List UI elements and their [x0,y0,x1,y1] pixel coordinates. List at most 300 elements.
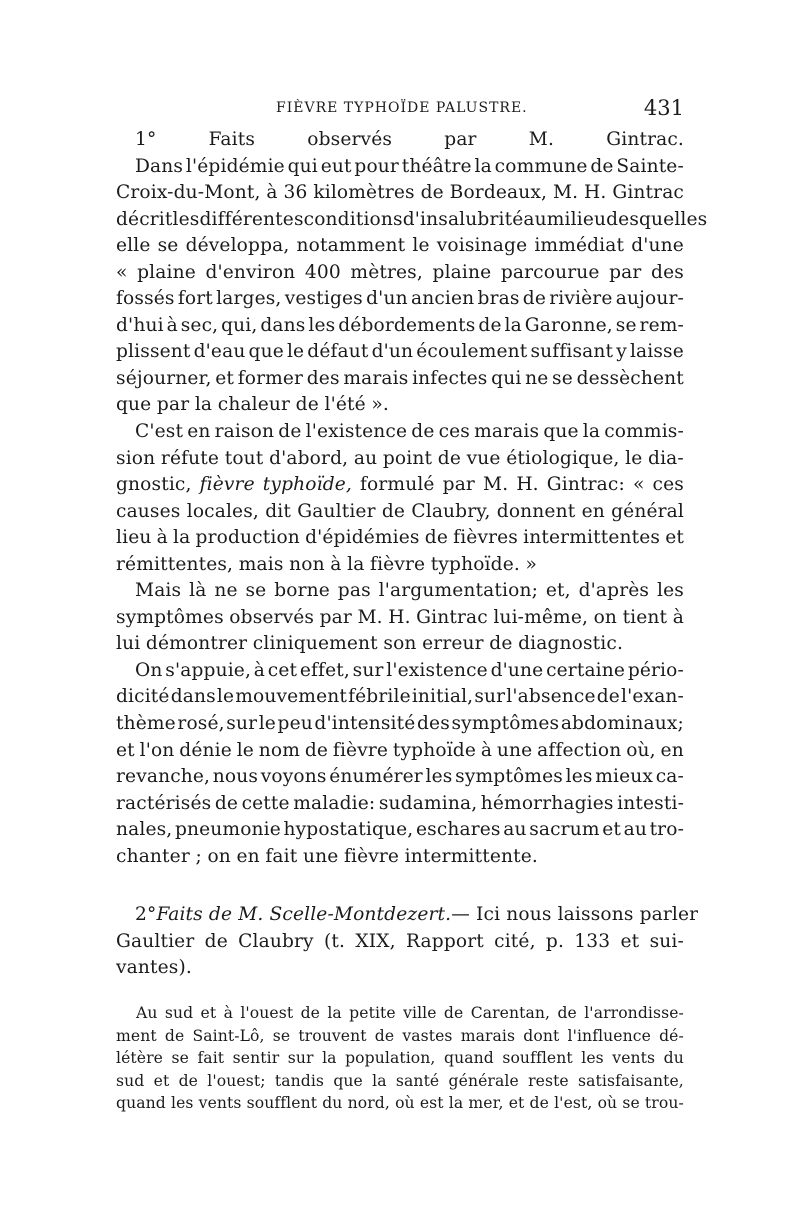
word: immédiat [534,235,625,257]
word: qui [491,367,522,389]
text-line [116,313,684,340]
word: la [372,1071,387,1090]
word: la [448,1094,464,1113]
word: l'influence [567,1026,651,1045]
word: dénie [179,739,232,761]
word: se [552,367,573,389]
word: soufflent [502,1049,573,1068]
word: soufflent [246,1094,318,1113]
word: nom [258,739,301,761]
word: de [374,1026,395,1045]
word: d'une [631,235,684,257]
text-line [116,552,684,579]
word: les [308,314,336,336]
word: on [593,606,618,628]
word: symptômes [451,713,560,735]
word: H. [516,474,539,496]
word: le [258,713,276,735]
word: chanter [116,845,190,867]
word: causes [116,500,181,522]
word: H. [388,606,411,628]
word: « [632,474,645,496]
word: former [237,367,304,389]
word: des [417,713,450,735]
word: typhoïde, [262,474,352,496]
word: H. [584,182,607,204]
word: par [444,129,477,150]
word: pas [337,580,371,602]
word: Mais [135,580,182,602]
word: sion [116,447,156,469]
section-2 [116,902,699,982]
word: se [272,1026,291,1045]
word: marais [474,421,540,443]
text-line [116,366,684,393]
word: eschares [415,819,501,841]
text-line [116,446,684,473]
word: de [557,1004,577,1022]
word: l'exan- [621,686,684,708]
word: 1° [135,129,157,150]
word: p. [545,930,565,952]
word: de [424,527,449,549]
word: fossés [116,288,175,310]
word: la [504,314,522,336]
word: et [215,367,235,389]
word: diagnostic. [518,633,624,655]
word: se [157,235,179,257]
word: Gintrac. [606,129,684,150]
word: est [419,1094,444,1113]
text-line [116,929,684,956]
text-line [116,1070,684,1093]
word: aujour- [615,288,684,310]
section-2-lead-text: — Ici nous laissons parler [451,904,699,925]
word: d'eau [193,341,246,363]
word: (t. [323,930,346,952]
word: laisse [629,341,684,363]
word: démontrer [145,633,248,655]
word: point [382,447,433,469]
word: sur [226,713,258,735]
word: parcourue [500,261,600,283]
word: de [522,288,547,310]
word: satisfaisante, [578,1071,684,1090]
text-line [116,180,684,207]
word: rémittentes, [116,553,234,575]
word: et [153,1071,170,1090]
word: chaleur [217,394,291,416]
word: M. [483,474,509,496]
word: initial, [411,686,474,708]
word: vastes [402,1026,453,1045]
word: de [304,739,329,761]
word: sur [287,1049,314,1068]
word: de [420,182,444,204]
word: la [322,1049,337,1068]
word: au [353,447,378,469]
word: 400 [304,261,341,283]
word: plaine [432,261,492,283]
word: sur [474,686,506,708]
word: fait [265,845,298,867]
word: vestiges [284,288,363,310]
word: de [596,686,620,708]
word: M. [528,129,555,150]
word: dicité [116,686,170,708]
word: nous [212,766,259,788]
word: de [411,421,435,443]
word: une [302,845,339,867]
word: fort [177,288,213,310]
word: se [245,580,267,602]
section-2-number: 2° [135,904,157,925]
word: On [135,659,163,681]
text-line [116,711,684,738]
word: Gintrac [612,182,684,204]
word: une [496,739,533,761]
word: en [581,500,605,522]
section-2-title: Faits de M. Scelle-Montdezert. [156,904,452,925]
word: de [590,155,614,177]
word: se [171,1049,189,1068]
word: Bordeaux, [449,182,548,204]
word: que [116,394,152,416]
word: et, [545,580,571,602]
word: sur [352,659,384,681]
word: mouvement [235,686,347,708]
word: l'ouest [240,1004,294,1022]
word: où, [626,739,656,761]
text-line [116,1002,684,1025]
word: plissent [116,341,191,363]
word: intermittente. [404,845,538,867]
text-line [116,578,684,605]
word: Faits [208,129,256,150]
word: mieux [595,766,654,788]
word: borne [274,580,330,602]
word: Rapport [405,930,484,952]
word: revanche, [116,766,211,788]
word: rem- [639,314,684,336]
text-line [116,631,684,658]
word: ville [403,1004,437,1022]
word: les [171,1094,194,1113]
word: d'environ [205,261,296,283]
word: le [625,447,643,469]
word: la [582,421,601,443]
word: ca- [655,766,684,788]
text-line [116,339,684,366]
word: fièvres [453,527,518,549]
word: milieu [546,208,607,230]
word: à [156,527,168,549]
word: kilomètres [313,182,415,204]
text-line [116,738,684,765]
word: petite [349,1004,396,1022]
word: affection [537,739,622,761]
word: Carentan, [470,1004,551,1022]
text-line [116,127,684,154]
word: et [665,527,684,549]
word: rosé, [177,713,225,735]
word: de [478,314,502,336]
word: effet, [299,659,350,681]
word: la [173,527,191,549]
word: d'épidémies [305,527,420,549]
word: où [395,1094,415,1113]
text-line [116,684,684,711]
word: le [236,739,254,761]
word: quand [443,1049,494,1068]
word: développa, [185,235,290,257]
word: l'épidémie [185,155,285,177]
word: les [581,1049,604,1068]
word: son [383,633,417,655]
word: production [195,527,300,549]
word: à [166,314,178,336]
word: cet [267,659,298,681]
word: lieu [116,527,152,549]
word: Gaultier [116,930,195,952]
word: des [651,261,684,283]
word: commune [494,155,588,177]
word: mer, [468,1094,504,1113]
word: vents [612,1049,656,1068]
word: se [615,314,637,336]
word: létère [116,1049,163,1068]
word: fièvre [370,553,426,575]
word: 36 [283,182,308,204]
word: dessèchent [576,367,684,389]
word: Claubry [238,930,314,952]
word: typhoïde. [430,553,520,575]
word: dé- [659,1026,684,1045]
word: ne [214,580,238,602]
word: quand [116,1094,166,1113]
word: par [156,394,190,416]
text-line [116,1047,684,1070]
word: tout [224,447,264,469]
text-line [116,392,684,419]
word: énumérer [329,766,423,788]
word: l'on [139,739,175,761]
word: symptômes [455,766,563,788]
word: sudamina, [378,792,478,814]
word: fait [197,1049,225,1068]
word: infectes [412,367,488,389]
word: thème [116,713,176,735]
word: de [295,394,319,416]
word: y [616,341,627,363]
word: pneumonie [174,819,281,841]
word: Claubry, [411,500,491,522]
word: là [189,580,207,602]
word: mètres, [350,261,423,283]
word: le [216,686,235,708]
word: XIX, [355,930,396,952]
word: écoulement [416,341,528,363]
word: intesti- [617,792,684,814]
word: Gaultier [297,500,376,522]
text-line [116,844,684,871]
word: Gintrac: [546,474,625,496]
text-line [116,286,684,313]
word: ractérisés [116,792,212,814]
main-text [116,127,708,870]
word: fièvre [199,474,255,496]
word: d'un [366,288,408,310]
word: marais [460,1026,516,1045]
word: population, [345,1049,436,1068]
page-header [116,96,684,122]
text-line [116,525,684,552]
word: de [529,1094,549,1113]
word: les [565,766,593,788]
word: les [172,208,200,230]
word: dans [170,686,216,708]
word: Dans [135,155,184,177]
word: le [286,341,305,363]
word: la [327,1004,342,1022]
word: marais [343,367,409,389]
text-line [116,955,684,982]
word: Croix-du-Mont, [116,182,261,204]
word: séjourner, [116,367,212,389]
word: » [525,553,538,575]
word: et [602,819,621,841]
word: cette [241,792,290,814]
word: raison [214,421,275,443]
word: de [300,1004,320,1022]
word: des [306,367,340,389]
word: tro- [649,819,684,841]
word: ces [438,421,471,443]
section-2-heading-line [116,902,699,929]
word: erreur [422,633,484,655]
word: s'appuie, [165,659,252,681]
word: rivière [549,288,613,310]
word: reste [528,1071,569,1090]
word: l'arrondisse- [584,1004,684,1022]
page-number: 431 [643,96,684,120]
word: à [672,606,684,628]
word: Au [136,1004,158,1022]
word: nord, [347,1094,390,1113]
word: hémorrhagies [480,792,614,814]
word: la [194,394,213,416]
word: de [381,500,406,522]
word: défaut [307,341,369,363]
word: et [116,739,135,761]
text-line [116,499,684,526]
word: lui-même, [493,606,589,628]
word: eut [320,155,352,177]
word: l'existence [386,659,488,681]
word: l'ouest; [207,1071,266,1090]
word: pour [354,155,399,177]
word: vents [198,1094,242,1113]
word: dit [265,500,291,522]
word: théâtre [401,155,472,177]
word: nales, [116,819,173,841]
word: différentes [199,208,304,230]
word: hypostatique, [283,819,414,841]
word: gnostic, [116,474,192,496]
word: en [236,845,260,867]
word: sui- [649,930,684,952]
word: que [543,421,579,443]
word: de [204,930,228,952]
word: pério- [627,659,684,681]
word: qui [287,155,318,177]
word: réfute [160,447,220,469]
word: ancien [410,288,475,310]
word: d'insalubrité [402,208,524,230]
word: ne [525,367,549,389]
word: fébrile [348,686,411,708]
word: à [253,659,266,681]
word: donnent [496,500,576,522]
word: à [223,1004,233,1022]
word: larges, [216,288,282,310]
word: fièvre [343,845,400,867]
word: l'été [324,394,366,416]
word: au [523,208,547,230]
word: dia- [648,447,684,469]
word: suffisant [530,341,614,363]
word: où [597,1094,618,1113]
word: on [207,845,231,867]
word: maladie: [293,792,376,814]
word: la [474,155,492,177]
word: par [442,474,475,496]
word: ment [116,1026,157,1045]
text-line [116,791,684,818]
word: étiologique, [506,447,620,469]
word: cité, [494,930,536,952]
word: vantes). [116,957,192,979]
word: à [266,182,278,204]
word: les [656,580,684,602]
word: au [503,819,527,841]
word: notamment [296,235,406,257]
word: locales, [186,500,259,522]
word: décrit [116,208,173,230]
word: M. [552,182,579,204]
text-line [116,260,684,287]
text-line [116,233,684,260]
word: d'après [578,580,650,602]
word: desquelles [606,208,708,230]
quoted-passage [116,1002,684,1115]
word: l'existence [305,421,408,443]
word: cliniquement [252,633,378,655]
word: l'est, [554,1094,593,1113]
word: de [214,792,239,814]
word: sud [164,1004,194,1022]
word: de [443,1004,464,1022]
word: les [425,766,453,788]
running-title: FIÈVRE TYPHOÏDE PALUSTRE. [276,100,528,116]
word: observés [307,129,393,150]
word: d'intensité [314,713,416,735]
word: général [611,500,684,522]
word: de [178,1071,199,1090]
word: tandis [274,1071,325,1090]
word: qui, [221,314,258,336]
text-line [116,1025,684,1048]
